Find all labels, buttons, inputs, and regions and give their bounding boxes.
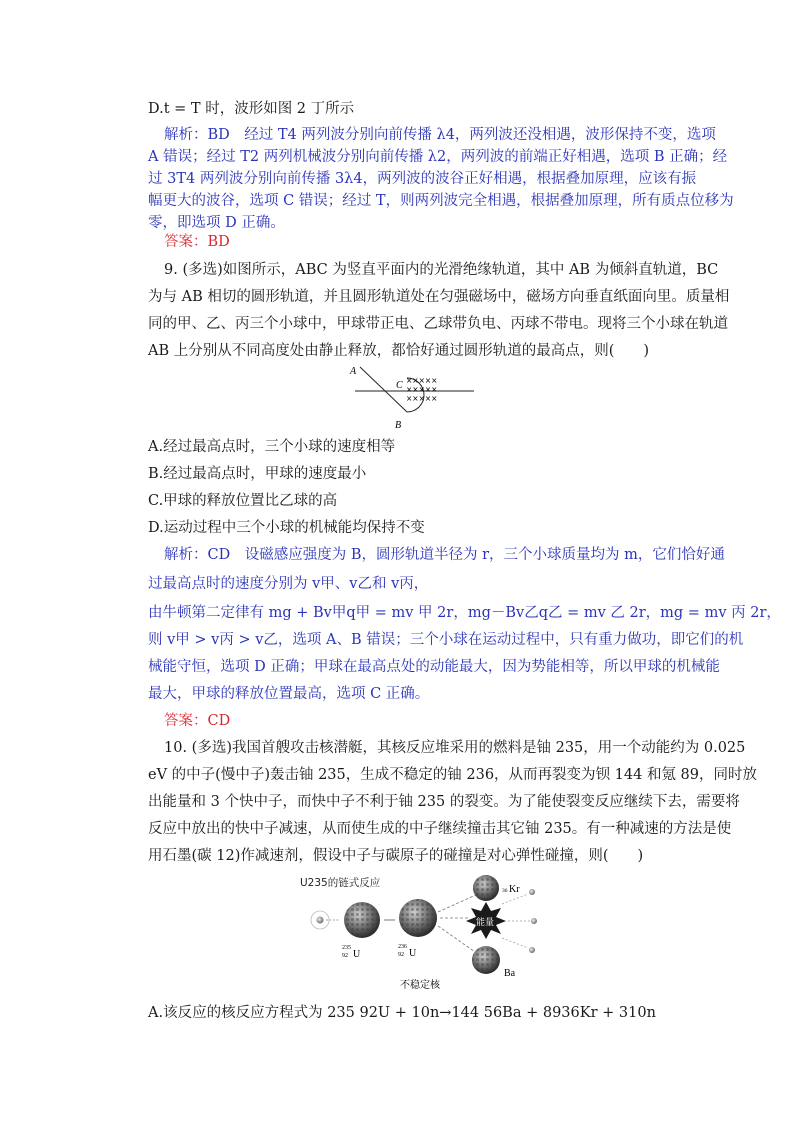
q8-analysis-line-4: 幅更大的波谷，选项 C 错误；经过 T，则两列波完全相遇，根据叠加原理，所有质点位移为 (148, 193, 734, 209)
q9-option-c: C.甲球的释放位置比乙球的高 (148, 493, 338, 509)
q10-stem-line-3: 出能量和 3 个快中子，而快中子不利于铀 235 的裂变。为了能使裂变反应继续下去，需要将 (148, 794, 740, 810)
q9-analysis-line-3: 由牛顿第二定律有 mg + Bv甲q甲 = mv 甲 2r，mg－Bv乙q乙 = mv 乙 2r，mg = mv 丙 2r， (148, 605, 781, 621)
q9-option-d: D.运动过程中三个小球的机械能均保持不变 (148, 520, 425, 536)
q8-answer: 答案：BD (164, 234, 230, 250)
ba-texture (472, 946, 500, 974)
kr-symbol: Kr (509, 884, 520, 895)
q9-analysis-line-5: 械能守恒，选项 D 正确；甲球在最高点处的动能最大，因为势能相等，所以甲球的机械能 (148, 659, 720, 675)
q10-stem-line-4: 反应中放出的快中子减速，从而使生成的中子继续撞击其它铀 235。有一种减速的方法是使 (148, 821, 732, 837)
q8-option-d: D.t = T 时，波形如图 2 丁所示 (148, 101, 355, 117)
q9-option-b: B.经过最高点时，甲球的速度最小 (148, 466, 367, 482)
u236-mass-number: 236 (398, 944, 407, 950)
q9-answer: 答案：CD (164, 713, 231, 729)
magnetic-field-row-3: ××××× (406, 394, 438, 403)
q9-stem-line-3: 同的甲、乙、丙三个小球中，甲球带正电、乙球带负电、丙球不带电。现将三个小球在轨道 (148, 316, 728, 332)
fast-neutron-2 (531, 918, 537, 924)
q9-analysis-line-2: 过最高点时的速度分别为 v甲、v乙和 v丙， (148, 576, 429, 592)
u236-symbol: U (409, 948, 417, 959)
label-c: C (396, 380, 403, 391)
q8-analysis-line-5: 零，即选项 D 正确。 (148, 215, 285, 231)
fast-neutron-path-3 (502, 938, 528, 948)
q8-analysis-line-1: 解析：BD 经过 T4 两列波分别向前传播 λ4，两列波还没相遇，波形保持不变，选项 (164, 127, 716, 143)
q10-stem-line-2: eV 的中子(慢中子)轰击铀 235，生成不稳定的铀 236，从而再裂变为钡 144 和氪 89，同时放 (148, 767, 757, 783)
magnetic-field-row-2: ××××× (406, 385, 438, 394)
kr-atomic-number: 36 (502, 888, 508, 894)
magnetic-field-row-1: ××××× (406, 376, 438, 385)
u236-texture (399, 899, 437, 937)
q10-stem-line-1: 10. (多选)我国首艘攻击核潜艇，其核反应堆采用的燃料是铀 235，用一个动能约为 0.025 (164, 740, 746, 756)
q9-analysis-line-6: 最大，甲球的释放位置最高，选项 C 正确。 (148, 686, 430, 702)
u235-atomic-number: 92 (342, 953, 348, 959)
fast-neutron-1 (529, 889, 535, 895)
u235-symbol: U (353, 949, 361, 960)
q9-stem-line-1: 9. (多选)如图所示，ABC 为竖直平面内的光滑绝缘轨道，其中 AB 为倾斜直轨道，BC (164, 262, 719, 278)
fast-neutron-3 (529, 947, 535, 953)
q9-analysis-line-4: 则 v甲 > v丙 > v乙，选项 A、B 错误；三个小球在运动过程中，只有重力做功，即它们的机 (148, 632, 744, 648)
q9-stem-line-2: 为与 AB 相切的圆形轨道，并且圆形轨道处在匀强磁场中，磁场方向垂直纸面向里。质量相 (148, 289, 730, 305)
q8-analysis-line-3: 过 3T4 两列波分别向前传播 3λ4，两列波的波谷正好相遇，根据叠加原理，应该有振 (148, 171, 697, 187)
label-a: A (350, 366, 357, 377)
figure-title: U235的链式反应 (300, 877, 381, 889)
u235-texture (344, 902, 380, 938)
incoming-neutron (317, 917, 324, 924)
q10-chain-reaction-figure (290, 872, 560, 997)
q8-analysis-line-2: A 错误；经过 T2 两列机械波分别向前传播 λ2，两列波的前端正好相遇，选项 B 正确；经 (148, 149, 728, 165)
q9-analysis-line-1: 解析：CD 设磁感应强度为 B，圆形轨道半径为 r，三个小球质量均为 m，它们恰好通 (164, 547, 725, 563)
ba-path (438, 926, 475, 952)
q9-track-figure (340, 364, 490, 434)
ba-symbol: Ba (504, 968, 516, 979)
unstable-nucleus-caption: 不稳定核 (400, 980, 440, 991)
u235-mass-number: 235 (342, 945, 351, 951)
q9-stem-line-4: AB 上分别从不同高度处由静止释放，都恰好通过圆形轨道的最高点，则( ) (148, 343, 650, 359)
q10-stem-line-5: 用石墨(碳 12)作减速剂，假设中子与碳原子的碰撞是对心弹性碰撞，则( ) (148, 848, 644, 864)
q10-option-a: A.该反应的核反应方程式为 235 92U + 10n→144 56Ba + 8936Kr + 310n (148, 1005, 656, 1021)
fast-neutron-path-1 (502, 894, 528, 904)
kr-texture (473, 875, 499, 901)
u236-atomic-number: 92 (398, 952, 404, 958)
energy-label: 能量 (476, 918, 495, 928)
q9-option-a: A.经过最高点时，三个小球的速度相等 (148, 439, 396, 455)
label-b: B (395, 420, 402, 431)
